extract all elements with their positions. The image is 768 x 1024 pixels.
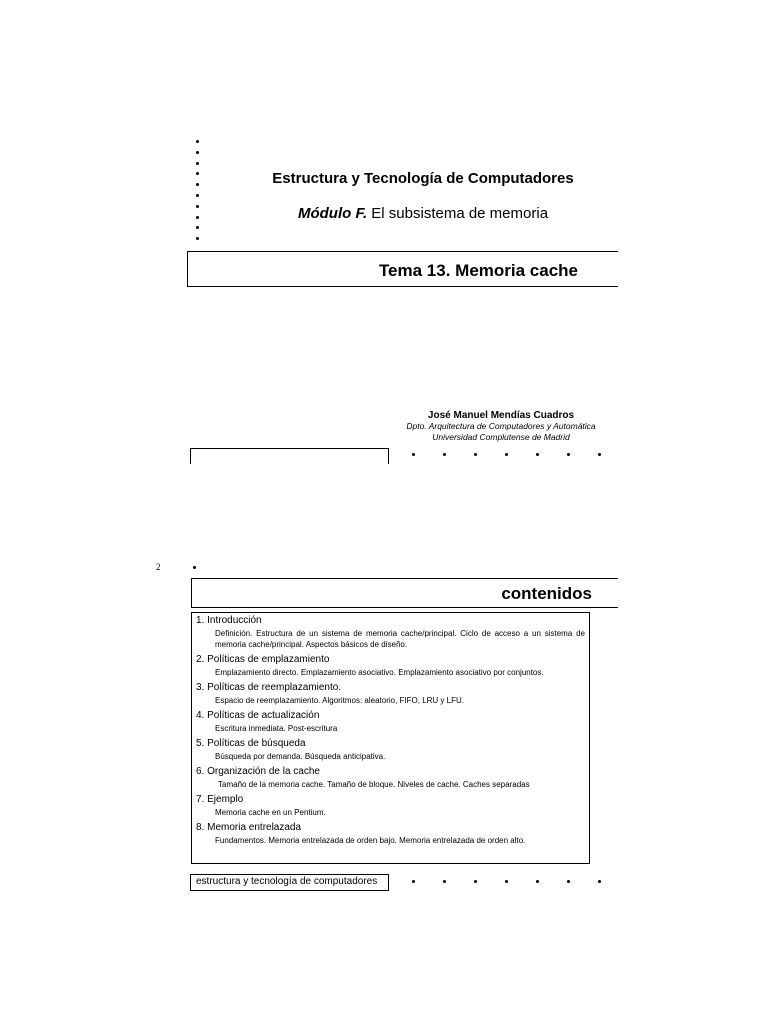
toc-item-desc: Búsqueda por demanda. Búsqueda anticipativa.	[215, 752, 386, 761]
author-block	[388, 410, 614, 443]
toc-entry	[196, 738, 585, 762]
toc-entry	[196, 654, 585, 678]
footer-dot-row	[412, 453, 606, 459]
toc-item-desc: Espacio de reemplazamiento. Algoritmos: aleatorio, FIFO, LRU y LFU.	[215, 696, 464, 705]
toc-item-title: 8. Memoria entrelazada	[196, 822, 302, 833]
course-title: Estructura y Tecnología de Computadores	[272, 170, 574, 187]
decorative-dot	[196, 151, 199, 154]
decorative-dot	[598, 453, 601, 456]
toc-item-title: 7. Ejemplo	[196, 794, 244, 805]
topic-title: Tema 13. Memoria cache	[378, 261, 578, 280]
toc-item-desc: Definición. Estructura de un sistema de memoria cache/principal. Ciclo de acceso a un sistema de memoria cache/principal. Aspectos básicos de diseño.	[215, 629, 585, 649]
toc-item-desc: Memoria cache en un Pentium.	[215, 808, 326, 817]
module-label: Módulo F.	[297, 205, 368, 222]
footer-label: estructura y tecnología de computadores	[190, 874, 389, 891]
toc-entry	[196, 794, 585, 818]
decorative-dot-column	[196, 140, 202, 244]
decorative-dot	[443, 453, 446, 456]
toc-item-desc: Tamaño de la memoria cache. Tamaño de bloque. Niveles de cache. Caches separadas	[218, 780, 530, 789]
decorative-dot	[443, 880, 446, 883]
topic-banner	[187, 251, 618, 287]
decorative-dot	[505, 880, 508, 883]
decorative-dot	[412, 880, 415, 883]
decorative-dot	[567, 880, 570, 883]
decorative-dot	[196, 162, 199, 165]
page-number: 2	[156, 562, 161, 572]
toc-item-title: 5. Políticas de búsqueda	[196, 738, 306, 749]
toc-item-title: 2. Políticas de emplazamiento	[196, 654, 330, 665]
university: Universidad Complutense de Madrid	[432, 432, 570, 442]
decorative-dot	[536, 880, 539, 883]
toc-item-desc: Emplazamiento directo. Emplazamiento asociativo. Emplazamiento asociativo por conjuntos.	[215, 668, 544, 677]
decorative-dot	[196, 237, 199, 240]
slide1-footer-box	[190, 448, 389, 464]
contents-heading: contenidos	[501, 584, 592, 603]
contents-banner	[191, 578, 618, 608]
table-of-contents	[191, 612, 590, 864]
toc-entry	[196, 822, 585, 846]
toc-item-title: 6. Organización de la cache	[196, 766, 320, 777]
toc-item-title: 3. Políticas de reemplazamiento.	[196, 682, 342, 693]
department: Dpto. Arquitectura de Computadores y Automática	[406, 421, 596, 431]
toc-entry	[196, 615, 585, 650]
toc-item-title: 1. Introducción	[196, 615, 262, 626]
decorative-dot	[474, 453, 477, 456]
decorative-dot	[412, 453, 415, 456]
decorative-dot	[505, 453, 508, 456]
decorative-dot	[474, 880, 477, 883]
toc-item-desc: Escritura inmediata. Post-escritura	[215, 724, 338, 733]
module-heading	[188, 205, 658, 222]
toc-item-title: 4. Políticas de actualización	[196, 710, 320, 721]
decorative-dot	[536, 453, 539, 456]
toc-item-desc: Fundamentos. Memoria entrelazada de orden bajo. Memoria entrelazada de orden alto.	[215, 836, 526, 845]
decorative-dot	[598, 880, 601, 883]
decorative-dot	[196, 194, 199, 197]
decorative-dot	[196, 226, 199, 229]
toc-entry	[196, 710, 585, 734]
module-title: El subsistema de memoria	[371, 205, 549, 222]
header-dot	[193, 566, 196, 569]
decorative-dot	[567, 453, 570, 456]
toc-entry	[196, 682, 585, 706]
decorative-dot	[196, 140, 199, 143]
author-name: José Manuel Mendías Cuadros	[427, 410, 575, 421]
footer-dot-row	[412, 880, 606, 886]
toc-entry	[196, 766, 585, 790]
